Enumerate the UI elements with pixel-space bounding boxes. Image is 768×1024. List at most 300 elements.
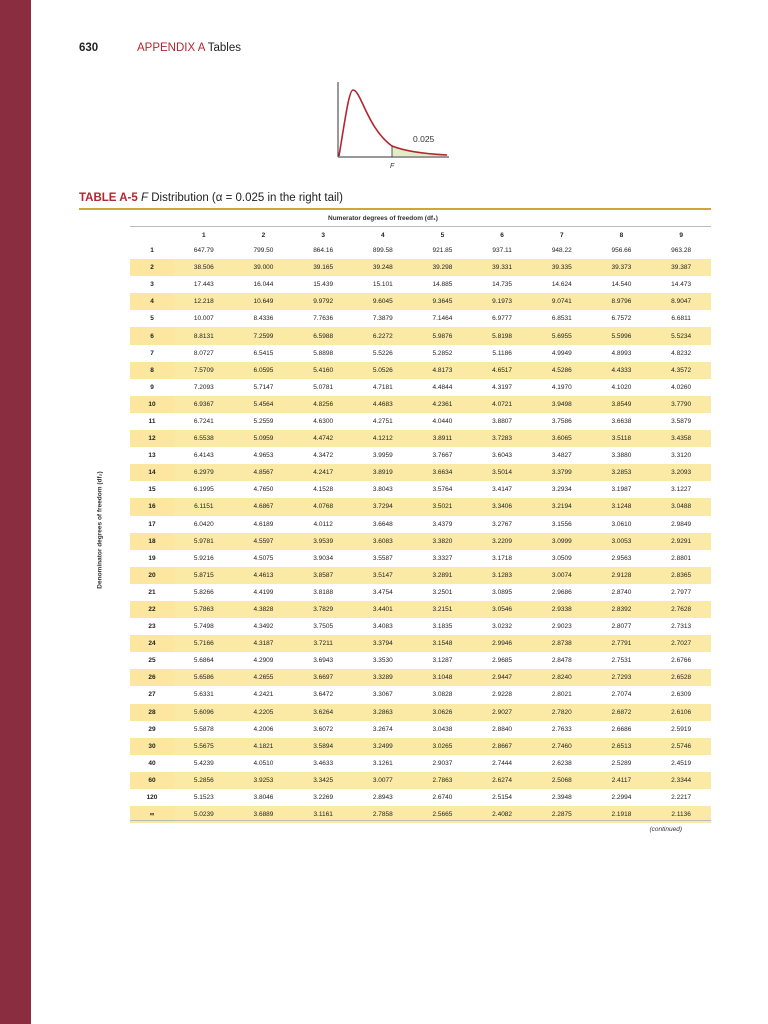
table-cell: 3.3530 [372, 657, 393, 665]
table-cell: 2.7820 [532, 704, 592, 721]
table-cell: 2.7977 [671, 588, 692, 596]
table-cell: 2.7313 [671, 623, 692, 631]
page [31, 0, 768, 1024]
table-cell: 2.9291 [651, 533, 711, 550]
table-cell: 3.8807 [492, 417, 513, 425]
table-cell: 15.101 [372, 281, 393, 289]
table-cell: 9.6045 [353, 293, 413, 310]
table-cell: 4.5597 [234, 533, 294, 550]
table-body [130, 242, 711, 823]
table-cell: 5.5878 [193, 725, 214, 733]
table-cell: 3.5021 [413, 498, 473, 515]
column-header: 3 [321, 231, 325, 239]
table-cell: 5.1186 [492, 349, 512, 357]
column-header: 4 [380, 231, 385, 239]
table-row [130, 704, 711, 721]
table-cell: 39.331 [472, 259, 532, 276]
table-cell: 9.9792 [293, 293, 353, 310]
column-header: 2 [261, 231, 266, 239]
table-cell: 3.0074 [532, 567, 592, 584]
table-cell: 3.1161 [293, 806, 353, 823]
table-cell: 2.6872 [592, 704, 652, 721]
table-cell: 2.6686 [611, 725, 632, 733]
row-df-label: 11 [148, 417, 156, 425]
table-cell: 12.218 [174, 293, 234, 310]
row-df-label: 2 [130, 259, 174, 276]
table-cell: 39.335 [532, 259, 592, 276]
table-cell: 3.3799 [532, 464, 592, 481]
table-cell: 3.2093 [651, 464, 711, 481]
table-cell: 921.85 [432, 247, 453, 255]
table-cell: 2.7460 [532, 738, 592, 755]
table-cell: 3.9034 [313, 554, 334, 562]
table-cell: 8.8131 [174, 327, 234, 344]
table-cell: 2.8021 [551, 691, 572, 699]
table-cell: 5.6331 [193, 691, 214, 699]
row-df-label: 5 [150, 315, 154, 323]
table-cell: 2.8392 [592, 601, 652, 618]
table-cell: 3.2499 [353, 738, 413, 755]
table-cell: 3.7283 [472, 430, 532, 447]
table-cell: 3.1248 [592, 498, 652, 515]
table-row [130, 396, 711, 413]
table-row [130, 669, 711, 686]
table-row [130, 481, 711, 498]
table-cell: 3.2853 [592, 464, 652, 481]
table-cell: 10.007 [193, 315, 214, 323]
table-cell: 3.2767 [492, 520, 513, 528]
table-cell: 2.4519 [671, 759, 692, 767]
table-cell: 3.0610 [611, 520, 632, 528]
table-cell: 6.5988 [293, 327, 353, 344]
table-cell: 3.0895 [492, 588, 513, 596]
table-cell: 14.540 [611, 281, 632, 289]
table-cell: 3.9959 [372, 452, 393, 460]
table-cell: 3.1261 [372, 759, 393, 767]
row-df-label: 60 [130, 772, 174, 789]
table-cell: 6.1151 [174, 498, 234, 515]
table-cell: 39.298 [413, 259, 473, 276]
table-cell: 4.0721 [472, 396, 532, 413]
row-df-label: 8 [130, 362, 174, 379]
table-cell: 5.2856 [174, 772, 234, 789]
table-cell: 4.4333 [592, 362, 652, 379]
table-cell: 9.3645 [413, 293, 473, 310]
table-cell: 10.649 [234, 293, 294, 310]
table-cell: 4.1528 [313, 486, 334, 494]
table-cell: 3.1283 [472, 567, 532, 584]
table-cell: 7.3879 [372, 315, 393, 323]
table-cell: 4.3187 [234, 635, 294, 652]
table-cell: 14.624 [551, 281, 572, 289]
table-cell: 5.0781 [313, 383, 334, 391]
table-cell: 3.6072 [313, 725, 334, 733]
table-cell: 7.1464 [432, 315, 453, 323]
table-cell: 4.5075 [253, 554, 274, 562]
table-cell: 5.7147 [253, 383, 274, 391]
table-cell: 5.7166 [174, 635, 234, 652]
table-cell: 3.5014 [472, 464, 532, 481]
table-cell: 3.1718 [492, 554, 513, 562]
table-cell: 3.7790 [651, 396, 711, 413]
table-cell: 2.9338 [532, 601, 592, 618]
table-cell: 3.7829 [293, 601, 353, 618]
density-curve [339, 90, 447, 156]
table-bottom-rule [130, 820, 711, 821]
table-cell: 3.8587 [293, 567, 353, 584]
table-cell: 2.9027 [472, 704, 532, 721]
denominator-header: Denominator degrees of freedom (df₂) [96, 471, 104, 589]
table-cell: 4.2421 [253, 691, 274, 699]
table-cell: 2.6740 [432, 794, 453, 802]
table-cell: 3.3120 [671, 452, 692, 460]
table-cell: 6.9367 [174, 396, 234, 413]
table-cell: 3.2674 [372, 725, 393, 733]
table-cell: 4.2751 [372, 417, 393, 425]
table-row [130, 379, 711, 396]
table-cell: 3.8911 [413, 430, 473, 447]
table-cell: 4.1020 [611, 383, 632, 391]
table-cell: 4.0112 [313, 520, 333, 528]
table-row [130, 721, 711, 738]
table-cell: 3.3406 [472, 498, 532, 515]
table-cell: 2.7858 [353, 806, 413, 823]
row-df-label: 18 [130, 533, 174, 550]
table-cell: 8.0727 [193, 349, 214, 357]
table-cell: 7.2093 [193, 383, 214, 391]
table-cell: 2.5665 [413, 806, 473, 823]
table-cell: 39.165 [293, 259, 353, 276]
table-row [130, 601, 711, 618]
column-header-row [130, 228, 711, 242]
table-cell: 3.6648 [372, 520, 393, 528]
table-cell: 3.9253 [234, 772, 294, 789]
table-row [130, 789, 711, 806]
row-df-label: 9 [150, 383, 154, 391]
table-cell: 3.7505 [313, 623, 334, 631]
table-cell: 5.8898 [313, 349, 334, 357]
table-cell: 5.9876 [413, 327, 473, 344]
table-caption [79, 192, 343, 204]
row-df-label: 120 [146, 794, 158, 802]
row-df-label: 17 [148, 520, 156, 528]
row-df-label: 12 [130, 430, 174, 447]
table-cell: 2.1918 [592, 806, 652, 823]
table-cell: 16.044 [253, 281, 274, 289]
table-row [130, 310, 711, 327]
table-cell: 3.6065 [532, 430, 592, 447]
f-symbol: F [140, 192, 149, 204]
table-cell: 4.3572 [651, 362, 711, 379]
row-df-label: 20 [130, 567, 174, 584]
table-cell: 4.2909 [253, 657, 274, 665]
table-cell: 3.4633 [313, 759, 334, 767]
table-cell: 3.2891 [413, 567, 473, 584]
table-cell: 3.1287 [432, 657, 453, 665]
table-cell: 4.0768 [293, 498, 353, 515]
table-cell: 6.5538 [174, 430, 234, 447]
row-df-label: 21 [148, 588, 156, 596]
table-cell: 8.9047 [651, 293, 711, 310]
table-row [130, 618, 711, 635]
row-df-label: 19 [148, 554, 156, 562]
table-cell: 4.4199 [253, 588, 274, 596]
table-cell: 3.0438 [432, 725, 453, 733]
table-cell: 3.4358 [651, 430, 711, 447]
table-cell: 4.7181 [372, 383, 393, 391]
table-cell: 3.4083 [372, 623, 393, 631]
table-cell: 3.1227 [671, 486, 692, 494]
table-cell: 2.8478 [551, 657, 572, 665]
table-cell: 3.6638 [611, 417, 632, 425]
table-cell: 2.7531 [611, 657, 632, 665]
table-row [130, 652, 711, 669]
table-cell: 2.7628 [651, 601, 711, 618]
table-cell: 3.0828 [432, 691, 453, 699]
row-df-label: 7 [150, 349, 154, 357]
table-row [130, 464, 711, 481]
table-cell: 15.439 [313, 281, 334, 289]
column-header: 6 [500, 231, 504, 239]
table-cell: 3.2863 [353, 704, 413, 721]
table-cell: 4.7650 [253, 486, 274, 494]
table-cell: 2.2217 [671, 794, 692, 802]
table-cell: 3.0488 [651, 498, 711, 515]
table-cell: 948.22 [551, 247, 572, 255]
table-cell: 4.1821 [234, 738, 294, 755]
table-cell: 3.6943 [313, 657, 334, 665]
table-cell: 4.3828 [234, 601, 294, 618]
table-row [130, 755, 711, 772]
table-row [130, 635, 711, 652]
table-cell: 5.6586 [174, 669, 234, 686]
table-cell: 4.4742 [293, 430, 353, 447]
table-cell: 3.0626 [413, 704, 473, 721]
table-cell: 2.2875 [532, 806, 592, 823]
table-cell: 3.5879 [671, 417, 692, 425]
table-title: Distribution (α = 0.025 in the right tail) [151, 192, 343, 204]
table-cell: 3.8046 [253, 794, 274, 802]
table-cell: 2.9563 [611, 554, 632, 562]
table-cell: 2.9128 [592, 567, 652, 584]
row-df-label: 25 [148, 657, 156, 665]
book-spine [0, 0, 31, 1024]
table-cell: 4.4683 [353, 396, 413, 413]
table-cell: 6.0595 [234, 362, 294, 379]
appendix-label [137, 42, 241, 54]
table-cell: 2.5068 [532, 772, 592, 789]
table-cell: 2.8943 [372, 794, 393, 802]
table-id: TABLE A-5 [79, 192, 138, 204]
table-cell: 3.8919 [353, 464, 413, 481]
table-cell: 2.5289 [611, 759, 632, 767]
table-cell: 5.9781 [174, 533, 234, 550]
row-df-label: 24 [130, 635, 174, 652]
table-cell: 2.7791 [592, 635, 652, 652]
table-cell: 6.0420 [193, 520, 214, 528]
table-row [130, 738, 711, 755]
row-df-label: 14 [130, 464, 174, 481]
table-cell: 4.2417 [293, 464, 353, 481]
table-cell: 3.4754 [372, 588, 393, 596]
table-cell: 9.1973 [472, 293, 532, 310]
f-distribution-table [130, 228, 711, 823]
table-cell: 2.9228 [492, 691, 513, 699]
row-df-label: 13 [148, 452, 156, 460]
table-cell: 4.1212 [353, 430, 413, 447]
table-cell: 2.8365 [651, 567, 711, 584]
table-row [130, 498, 711, 515]
table-cell: 3.2934 [551, 486, 572, 494]
table-cell: 3.3880 [611, 452, 632, 460]
table-cell: 4.5286 [532, 362, 592, 379]
table-cell: 3.7667 [432, 452, 453, 460]
table-cell: 4.2205 [234, 704, 294, 721]
table-row [130, 293, 711, 310]
table-cell: 5.6864 [193, 657, 214, 665]
f-distribution-graph [327, 80, 457, 180]
table-cell: 5.5226 [372, 349, 393, 357]
table-row [130, 584, 711, 601]
table-cell: 2.9685 [492, 657, 513, 665]
table-cell: 4.0440 [432, 417, 453, 425]
page-number: 630 [79, 42, 99, 54]
table-cell: 2.9686 [551, 588, 572, 596]
table-cell: 3.3820 [413, 533, 473, 550]
table-cell: 4.8232 [671, 349, 692, 357]
table-cell: 6.5415 [253, 349, 274, 357]
table-cell: 899.58 [372, 247, 393, 255]
table-cell: 4.9949 [551, 349, 572, 357]
table-cell: 2.7027 [651, 635, 711, 652]
table-cell: 2.5154 [492, 794, 513, 802]
table-cell: 4.8567 [234, 464, 294, 481]
table-cell: 4.8993 [611, 349, 632, 357]
table-cell: 4.3492 [253, 623, 274, 631]
table-cell: 3.5764 [432, 486, 453, 494]
table-cell: 2.8667 [472, 738, 532, 755]
table-cell: 3.2209 [472, 533, 532, 550]
table-cell: 2.6106 [651, 704, 711, 721]
table-cell: 39.373 [592, 259, 652, 276]
table-cell: 2.8801 [671, 554, 692, 562]
table-row [130, 772, 711, 789]
table-cell: 2.9946 [472, 635, 532, 652]
table-cell: 2.3948 [551, 794, 572, 802]
table-cell: 647.79 [193, 247, 214, 255]
table-cell: 937.11 [492, 247, 512, 255]
table-cell: 2.5746 [651, 738, 711, 755]
row-df-label: 27 [148, 691, 156, 699]
table-cell: 864.16 [313, 247, 334, 255]
table-cell: 5.2559 [253, 417, 274, 425]
table-cell: 3.4401 [353, 601, 413, 618]
table-cell: 3.3289 [353, 669, 413, 686]
numerator-header: Numerator degrees of freedom (df₁) [328, 215, 438, 222]
table-cell: 3.0053 [592, 533, 652, 550]
column-header: 9 [679, 231, 683, 239]
table-cell: 3.1987 [611, 486, 632, 494]
row-df-label: 16 [130, 498, 174, 515]
section-title: Tables [207, 42, 242, 54]
table-cell: 4.9653 [253, 452, 274, 460]
table-cell: 6.4143 [193, 452, 214, 460]
table-cell: 3.5587 [372, 554, 393, 562]
table-cell: 3.0509 [551, 554, 572, 562]
table-cell: 3.8188 [313, 588, 334, 596]
table-cell: 7.5709 [174, 362, 234, 379]
corner-cell [130, 228, 174, 242]
table-row [130, 447, 711, 464]
table-cell: 38.506 [174, 259, 234, 276]
table-cell: 4.2361 [413, 396, 473, 413]
table-cell: 3.8549 [592, 396, 652, 413]
row-df-label: 26 [130, 669, 174, 686]
table-cell: 2.4082 [472, 806, 532, 823]
table-row [130, 242, 711, 259]
table-cell: 5.8715 [174, 567, 234, 584]
table-cell: 8.9796 [592, 293, 652, 310]
table-cell: 3.0265 [413, 738, 473, 755]
table-row [130, 276, 711, 293]
table-cell: 956.66 [611, 247, 632, 255]
table-cell: 5.5675 [174, 738, 234, 755]
table-cell: 8.4336 [253, 315, 274, 323]
table-cell: 14.473 [671, 281, 692, 289]
table-cell: 2.6513 [592, 738, 652, 755]
table-cell: 4.2655 [234, 669, 294, 686]
table-cell: 3.7211 [293, 635, 353, 652]
table-cell: 3.2269 [313, 794, 334, 802]
table-cell: 6.8531 [551, 315, 572, 323]
table-cell: 3.6697 [293, 669, 353, 686]
table-cell: 3.3327 [432, 554, 453, 562]
table-cell: 2.6238 [551, 759, 572, 767]
row-df-label: 4 [130, 293, 174, 310]
table-cell: 5.5234 [651, 327, 711, 344]
column-header: 7 [559, 231, 564, 239]
row-df-label: 10 [130, 396, 174, 413]
table-cell: 3.2501 [432, 588, 453, 596]
table-cell: 3.1835 [432, 623, 453, 631]
table-cell: 4.3197 [492, 383, 513, 391]
table-row [130, 567, 711, 584]
table-cell: 5.6955 [532, 327, 592, 344]
table-cell: 14.735 [492, 281, 513, 289]
table-cell: 3.4147 [492, 486, 513, 494]
table-cell: 4.6867 [234, 498, 294, 515]
table-cell: 2.7293 [592, 669, 652, 686]
table-cell: 4.0260 [671, 383, 692, 391]
header-rule [130, 226, 711, 227]
table-row [130, 327, 711, 344]
table-cell: 3.9498 [532, 396, 592, 413]
table-cell: 3.7586 [551, 417, 572, 425]
table-cell: 39.248 [353, 259, 413, 276]
column-header: 1 [202, 231, 206, 239]
table-cell: 5.0239 [174, 806, 234, 823]
table-cell: 4.4613 [234, 567, 294, 584]
table-cell: 3.0999 [532, 533, 592, 550]
table-cell: 4.4844 [432, 383, 453, 391]
table-cell: 3.5118 [592, 430, 652, 447]
table-cell: 3.9539 [293, 533, 353, 550]
table-cell: 2.8840 [492, 725, 513, 733]
table-cell: 6.7572 [611, 315, 632, 323]
table-cell: 2.1136 [651, 806, 711, 823]
row-df-label: 30 [130, 738, 174, 755]
table-cell: 2.2994 [611, 794, 632, 802]
